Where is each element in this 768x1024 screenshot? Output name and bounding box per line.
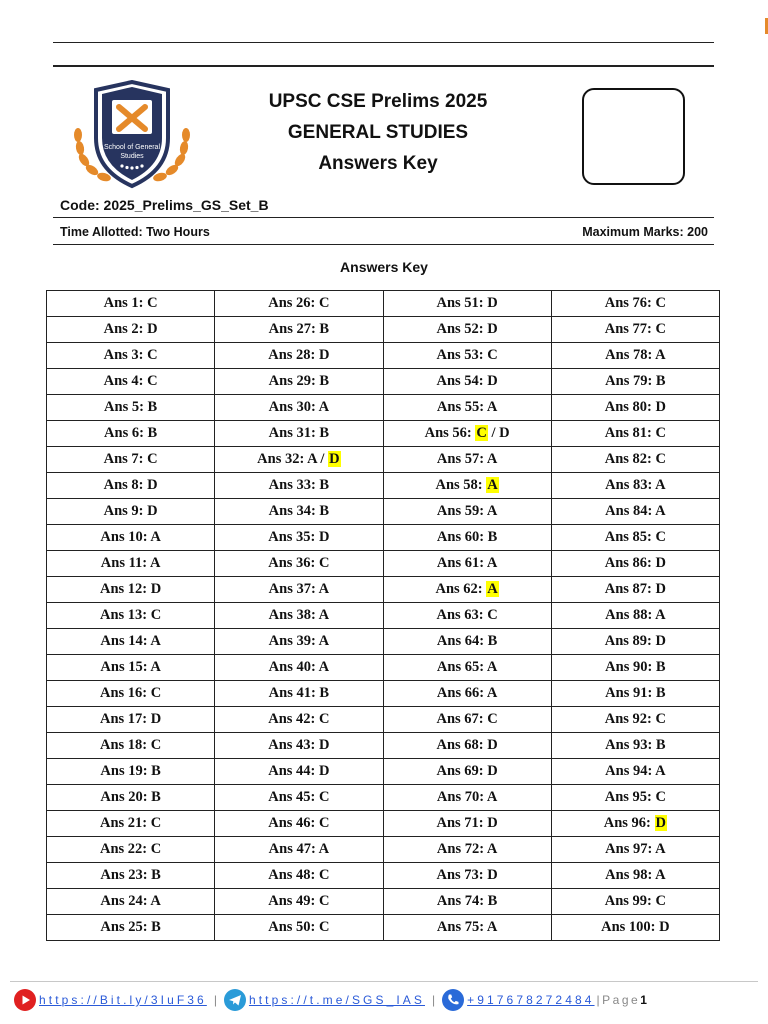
table-row [47,395,720,421]
answer-prefix: Ans 62: [435,581,487,597]
answer-cell: Ans 17: D [47,707,215,733]
exam-info-row [60,225,708,239]
table-row [47,915,720,941]
title-line: Answers Key [318,153,438,174]
table-row [47,785,720,811]
table-row [47,291,720,317]
table-row [47,551,720,577]
answer-cell: Ans 46: C [215,811,383,837]
answer-cell: Ans 11: A [47,551,215,577]
answer-cell: Ans 94: A [551,759,719,785]
answer-cell: Ans 83: A [551,473,719,499]
answer-cell: Ans 63: C [383,603,551,629]
answer-cell: Ans 70: A [383,785,551,811]
answer-cell: Ans 78: A [551,343,719,369]
answer-cell: Ans 88: A [551,603,719,629]
phone-number[interactable]: +917678272484 [467,993,595,1007]
answer-cell: Ans 12: D [47,577,215,603]
answer-cell [383,421,551,447]
footer-rule [10,981,758,982]
answer-cell: Ans 28: D [215,343,383,369]
answer-cell: Ans 27: B [215,317,383,343]
answer-cell: Ans 98: A [551,863,719,889]
highlighted-answer: C [476,425,487,441]
answer-cell: Ans 93: B [551,733,719,759]
answer-cell [383,577,551,603]
telegram-link[interactable]: https://t.me/SGS_IAS [248,993,425,1007]
answer-cell: Ans 49: C [215,889,383,915]
table-row [47,421,720,447]
answer-prefix: Ans 56: [424,425,476,441]
youtube-link[interactable]: https://Bit.ly/3IuF36 [39,993,207,1007]
separator: | [213,993,217,1007]
answer-cell: Ans 72: A [383,837,551,863]
answer-cell: Ans 69: D [383,759,551,785]
table-row [47,577,720,603]
answer-cell: Ans 75: A [383,915,551,941]
answer-cell [383,473,551,499]
answer-cell: Ans 7: C [47,447,215,473]
table-row [47,447,720,473]
table-row [47,733,720,759]
table-row [47,473,720,499]
answer-cell: Ans 100: D [551,915,719,941]
answer-cell: Ans 66: A [383,681,551,707]
answer-cell: Ans 61: A [383,551,551,577]
answer-cell: Ans 45: C [215,785,383,811]
page-label: |Page [596,993,641,1007]
table-row [47,343,720,369]
table-row [47,369,720,395]
answer-cell: Ans 87: D [551,577,719,603]
answer-cell: Ans 43: D [215,733,383,759]
roll-number-box [582,88,685,185]
answer-cell: Ans 35: D [215,525,383,551]
youtube-icon[interactable] [14,989,36,1011]
answer-cell: Ans 47: A [215,837,383,863]
school-logo [72,80,192,190]
answer-cell: Ans 60: B [383,525,551,551]
answer-cell: Ans 41: B [215,681,383,707]
table-row [47,681,720,707]
answer-cell: Ans 39: A [215,629,383,655]
highlighted-answer: A [487,581,498,597]
table-row [47,317,720,343]
answer-cell: Ans 71: D [383,811,551,837]
answer-cell: Ans 51: D [383,291,551,317]
answer-cell: Ans 50: C [215,915,383,941]
separator: | [432,993,436,1007]
answer-cell: Ans 16: C [47,681,215,707]
answer-cell [215,447,383,473]
answer-cell [551,811,719,837]
answer-cell: Ans 82: C [551,447,719,473]
answer-cell: Ans 30: A [215,395,383,421]
highlighted-answer: D [329,451,340,467]
table-row [47,603,720,629]
answer-cell: Ans 92: C [551,707,719,733]
answer-cell: Ans 5: B [47,395,215,421]
document-title [200,86,556,179]
header-rule [53,65,714,67]
answer-cell: Ans 3: C [47,343,215,369]
highlighted-answer: A [487,477,498,493]
answer-cell: Ans 37: A [215,577,383,603]
paper-code: Code: 2025_Prelims_GS_Set_B [60,197,269,213]
answer-cell: Ans 91: B [551,681,719,707]
answer-cell: Ans 19: B [47,759,215,785]
answer-cell: Ans 80: D [551,395,719,421]
answer-cell: Ans 95: C [551,785,719,811]
answer-cell: Ans 89: D [551,629,719,655]
answer-cell: Ans 18: C [47,733,215,759]
title-line: UPSC CSE Prelims 2025 [268,91,488,112]
answer-cell: Ans 4: C [47,369,215,395]
answer-cell: Ans 67: C [383,707,551,733]
answer-cell: Ans 97: A [551,837,719,863]
table-row [47,707,720,733]
table-row [47,759,720,785]
page-number: 1 [640,993,647,1007]
highlighted-answer: D [655,815,666,831]
title-line: GENERAL STUDIES [287,122,469,143]
table-row [47,863,720,889]
table-row [47,499,720,525]
answer-cell: Ans 31: B [215,421,383,447]
answer-cell: Ans 85: C [551,525,719,551]
answer-cell: Ans 59: A [383,499,551,525]
table-row [47,655,720,681]
answer-prefix: Ans 58: [435,477,487,493]
table-row [47,629,720,655]
answer-cell: Ans 34: B [215,499,383,525]
answer-cell: Ans 44: D [215,759,383,785]
table-row [47,525,720,551]
divider [53,244,714,245]
answer-cell: Ans 57: A [383,447,551,473]
answer-cell: Ans 55: A [383,395,551,421]
answer-suffix: / D [487,425,510,441]
answer-cell: Ans 24: A [47,889,215,915]
answer-cell: Ans 26: C [215,291,383,317]
answer-cell: Ans 81: C [551,421,719,447]
answer-cell: Ans 42: C [215,707,383,733]
answer-cell: Ans 9: D [47,499,215,525]
table-row [47,811,720,837]
svg-text:Studies: Studies [120,153,144,160]
answers-table [46,290,720,941]
answer-cell: Ans 40: A [215,655,383,681]
answer-cell: Ans 14: A [47,629,215,655]
answer-cell: Ans 52: D [383,317,551,343]
answer-cell: Ans 2: D [47,317,215,343]
answer-cell: Ans 74: B [383,889,551,915]
answer-cell: Ans 6: B [47,421,215,447]
answer-cell: Ans 76: C [551,291,719,317]
answer-cell: Ans 8: D [47,473,215,499]
answer-cell: Ans 99: C [551,889,719,915]
phone-icon[interactable] [442,989,464,1011]
answer-cell: Ans 33: B [215,473,383,499]
answer-cell: Ans 64: B [383,629,551,655]
answer-cell: Ans 86: D [551,551,719,577]
answer-cell: Ans 20: B [47,785,215,811]
answer-cell: Ans 21: C [47,811,215,837]
answer-cell: Ans 90: B [551,655,719,681]
answer-cell: Ans 48: C [215,863,383,889]
maximum-marks: Maximum Marks: 200 [582,225,708,239]
answer-cell: Ans 29: B [215,369,383,395]
answer-cell: Ans 22: C [47,837,215,863]
answer-cell: Ans 77: C [551,317,719,343]
telegram-icon[interactable] [224,989,246,1011]
answer-cell: Ans 13: C [47,603,215,629]
answer-cell: Ans 65: A [383,655,551,681]
answer-cell: Ans 36: C [215,551,383,577]
table-row [47,889,720,915]
answer-cell: Ans 53: C [383,343,551,369]
top-rule [53,42,714,43]
time-allotted: Time Allotted: Two Hours [60,225,210,239]
answer-cell: Ans 1: C [47,291,215,317]
answer-cell: Ans 38: A [215,603,383,629]
answer-cell: Ans 73: D [383,863,551,889]
svg-text:School of General: School of General [103,144,161,151]
answer-cell: Ans 23: B [47,863,215,889]
answer-cell: Ans 79: B [551,369,719,395]
section-title: Answers Key [340,259,428,275]
answer-cell: Ans 84: A [551,499,719,525]
answer-cell: Ans 10: A [47,525,215,551]
answer-cell: Ans 25: B [47,915,215,941]
answer-prefix: Ans 32: A / [257,451,329,467]
table-row [47,837,720,863]
answer-cell: Ans 15: A [47,655,215,681]
answer-prefix: Ans 96: [603,815,655,831]
answer-cell: Ans 68: D [383,733,551,759]
answer-cell: Ans 54: D [383,369,551,395]
footer [14,988,759,1012]
divider [53,217,714,218]
